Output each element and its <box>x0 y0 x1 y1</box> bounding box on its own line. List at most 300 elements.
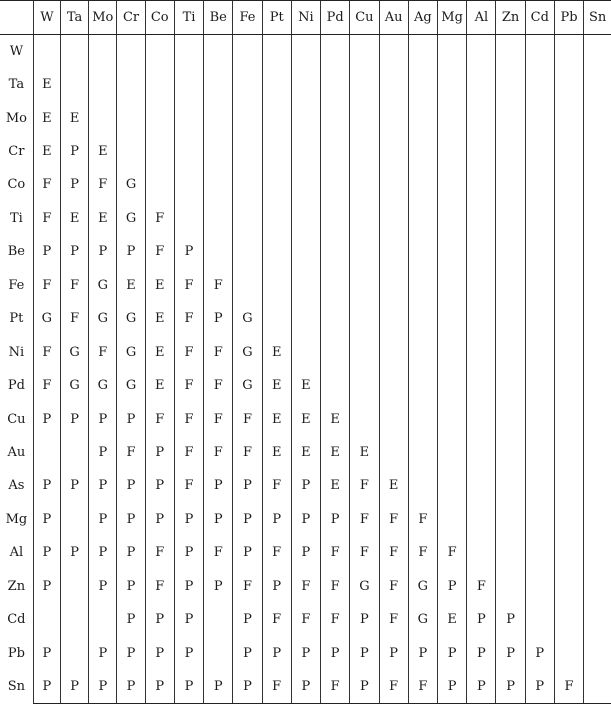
table-cell: E <box>33 101 60 134</box>
table-cell <box>60 570 88 603</box>
table-cell: F <box>204 269 233 302</box>
table-cell <box>350 168 379 201</box>
table-cell: F <box>379 570 408 603</box>
table-cell: G <box>117 302 145 335</box>
table-row <box>0 101 611 134</box>
table-cell: F <box>437 536 466 569</box>
table-cell: F <box>33 269 60 302</box>
table-row <box>0 335 611 368</box>
table-cell <box>408 369 437 402</box>
table-cell: P <box>117 536 145 569</box>
table-row <box>0 503 611 536</box>
table-cell <box>379 436 408 469</box>
table-cell: E <box>89 135 117 168</box>
table-cell: P <box>89 670 117 703</box>
column-header: Pd <box>321 1 350 35</box>
table-cell <box>145 68 174 101</box>
table-cell <box>496 570 525 603</box>
table-cell <box>525 536 554 569</box>
table-cell <box>584 101 611 134</box>
table-cell: P <box>496 603 525 636</box>
table-cell <box>437 436 466 469</box>
table-cell: P <box>60 402 88 435</box>
table-cell: G <box>233 335 262 368</box>
table-cell: F <box>291 603 320 636</box>
table-cell: F <box>89 168 117 201</box>
table-cell: F <box>204 536 233 569</box>
table-cell <box>496 302 525 335</box>
column-header: Zn <box>496 1 525 35</box>
table-cell <box>584 436 611 469</box>
table-cell: P <box>233 670 262 703</box>
table-cell <box>60 603 88 636</box>
table-cell <box>174 135 203 168</box>
table-cell <box>496 335 525 368</box>
table-cell <box>408 302 437 335</box>
table-cell: P <box>145 636 174 669</box>
table-cell <box>117 135 145 168</box>
table-cell: E <box>291 436 320 469</box>
table-cell: P <box>525 670 554 703</box>
table-cell <box>584 235 611 268</box>
column-header: Ti <box>174 1 203 35</box>
table-cell: F <box>350 503 379 536</box>
table-cell: E <box>262 335 291 368</box>
table-cell <box>584 670 611 703</box>
table-cell <box>496 369 525 402</box>
table-cell <box>496 269 525 302</box>
table-cell <box>408 101 437 134</box>
table-cell: P <box>291 536 320 569</box>
column-header: Mo <box>89 1 117 35</box>
row-header: Cd <box>7 612 26 628</box>
table-cell <box>437 202 466 235</box>
table-cell: F <box>174 469 203 502</box>
column-header: Cu <box>350 1 379 35</box>
table-cell <box>496 202 525 235</box>
table-cell: P <box>437 636 466 669</box>
table-cell <box>496 402 525 435</box>
table-cell: G <box>89 269 117 302</box>
table-cell <box>204 101 233 134</box>
table-cell: P <box>204 302 233 335</box>
table-cell <box>496 168 525 201</box>
table-cell <box>379 269 408 302</box>
table-cell <box>33 35 60 68</box>
table-cell: F <box>204 436 233 469</box>
table-cell <box>584 636 611 669</box>
table-cell <box>350 335 379 368</box>
row-header: Cr <box>8 144 25 160</box>
table-cell: P <box>174 603 203 636</box>
table-cell: F <box>467 570 496 603</box>
table-cell <box>554 402 583 435</box>
table-cell <box>584 402 611 435</box>
table-cell: P <box>89 503 117 536</box>
table-cell: P <box>33 636 60 669</box>
table-cell: G <box>233 369 262 402</box>
table-cell: F <box>145 202 174 235</box>
table-cell: F <box>145 402 174 435</box>
table-cell <box>379 35 408 68</box>
table-cell: P <box>525 636 554 669</box>
table-cell <box>233 101 262 134</box>
column-header: Ni <box>291 1 320 35</box>
column-header: Fe <box>233 1 262 35</box>
table-cell: G <box>89 302 117 335</box>
table-cell: E <box>145 269 174 302</box>
table-cell <box>408 168 437 201</box>
table-cell <box>496 101 525 134</box>
table-cell: P <box>89 469 117 502</box>
table-row <box>0 636 611 669</box>
table-cell <box>204 235 233 268</box>
table-cell <box>408 402 437 435</box>
table-cell: G <box>60 369 88 402</box>
table-cell <box>525 436 554 469</box>
table-cell <box>204 168 233 201</box>
table-cell: F <box>321 536 350 569</box>
table-cell: P <box>60 235 88 268</box>
table-cell: E <box>262 369 291 402</box>
table-cell <box>554 202 583 235</box>
table-cell: F <box>117 436 145 469</box>
table-cell <box>467 135 496 168</box>
table-cell <box>554 536 583 569</box>
table-cell <box>467 101 496 134</box>
table-cell <box>233 269 262 302</box>
table-cell <box>408 469 437 502</box>
table-cell <box>291 135 320 168</box>
table-cell <box>262 168 291 201</box>
table-cell: F <box>60 269 88 302</box>
table-cell <box>379 402 408 435</box>
table-cell <box>437 335 466 368</box>
table-cell <box>291 168 320 201</box>
row-header: W <box>9 43 24 59</box>
table-cell: P <box>204 469 233 502</box>
table-cell <box>525 402 554 435</box>
table-cell <box>60 68 88 101</box>
row-header: Mo <box>5 110 27 126</box>
table-cell: E <box>33 68 60 101</box>
table-cell: P <box>174 536 203 569</box>
table-cell: E <box>145 335 174 368</box>
table-cell: F <box>321 603 350 636</box>
table-cell <box>408 135 437 168</box>
table-cell <box>33 436 60 469</box>
table-cell <box>33 603 60 636</box>
table-cell: P <box>89 436 117 469</box>
table-cell: G <box>117 335 145 368</box>
table-cell <box>204 135 233 168</box>
table-cell: F <box>233 402 262 435</box>
table-cell: F <box>204 335 233 368</box>
table-cell <box>584 603 611 636</box>
table-cell <box>467 35 496 68</box>
table-cell: F <box>233 436 262 469</box>
table-cell <box>379 68 408 101</box>
table-cell <box>204 68 233 101</box>
table-cell: E <box>321 436 350 469</box>
table-cell: E <box>145 369 174 402</box>
table-cell <box>291 302 320 335</box>
table-cell <box>467 269 496 302</box>
table-cell: E <box>291 369 320 402</box>
table-cell: P <box>321 636 350 669</box>
table-cell: F <box>408 670 437 703</box>
table-row <box>0 670 611 703</box>
table-cell <box>554 335 583 368</box>
table-cell <box>408 35 437 68</box>
table-cell: P <box>117 603 145 636</box>
table-row <box>0 269 611 302</box>
column-header: Sn <box>584 1 611 35</box>
table-cell: F <box>89 335 117 368</box>
table-cell <box>262 101 291 134</box>
table-cell: F <box>233 570 262 603</box>
table-cell: P <box>204 503 233 536</box>
table-cell: F <box>554 670 583 703</box>
table-row <box>0 570 611 603</box>
table-cell <box>496 35 525 68</box>
table-cell <box>408 202 437 235</box>
table-cell: P <box>33 235 60 268</box>
table-cell <box>379 369 408 402</box>
table-cell: G <box>408 603 437 636</box>
table-cell <box>525 503 554 536</box>
table-cell <box>467 369 496 402</box>
table-cell <box>554 235 583 268</box>
table-cell: P <box>262 570 291 603</box>
table-cell: E <box>379 469 408 502</box>
table-cell <box>584 269 611 302</box>
table-cell <box>554 503 583 536</box>
table-cell <box>174 101 203 134</box>
table-cell: P <box>89 570 117 603</box>
table-cell: E <box>350 436 379 469</box>
table-row <box>0 235 611 268</box>
table-row <box>0 603 611 636</box>
table-cell <box>408 436 437 469</box>
row-header: Ti <box>9 210 23 226</box>
table-cell <box>525 570 554 603</box>
table-cell <box>379 335 408 368</box>
table-cell <box>291 101 320 134</box>
table-cell <box>350 35 379 68</box>
table-cell <box>525 302 554 335</box>
table-cell <box>60 503 88 536</box>
table-cell <box>525 469 554 502</box>
table-cell: P <box>33 536 60 569</box>
table-cell <box>467 469 496 502</box>
table-cell <box>584 68 611 101</box>
table-cell <box>554 369 583 402</box>
table-cell: F <box>33 335 60 368</box>
table-cell <box>467 536 496 569</box>
table-row <box>0 135 611 168</box>
table-cell <box>262 235 291 268</box>
table-cell: F <box>174 269 203 302</box>
table-cell: P <box>496 670 525 703</box>
table-cell: E <box>117 269 145 302</box>
table-cell: P <box>117 235 145 268</box>
table-cell: P <box>174 636 203 669</box>
column-header: Au <box>379 1 408 35</box>
row-header: Pb <box>7 645 25 661</box>
table-cell <box>145 101 174 134</box>
table-cell: F <box>174 402 203 435</box>
table-cell: P <box>291 469 320 502</box>
table-cell <box>437 135 466 168</box>
table-cell: P <box>145 503 174 536</box>
table-cell: F <box>408 536 437 569</box>
table-cell: P <box>321 503 350 536</box>
table-cell <box>437 302 466 335</box>
table-cell <box>321 101 350 134</box>
table-cell <box>89 101 117 134</box>
table-cell <box>408 235 437 268</box>
table-cell <box>350 202 379 235</box>
table-cell <box>89 603 117 636</box>
table-cell <box>467 402 496 435</box>
table-cell: G <box>89 369 117 402</box>
table-cell: P <box>33 670 60 703</box>
column-header: Ag <box>408 1 437 35</box>
table-cell <box>145 135 174 168</box>
table-cell <box>525 168 554 201</box>
table-cell <box>467 335 496 368</box>
table-cell <box>204 603 233 636</box>
table-cell <box>379 302 408 335</box>
table-cell <box>117 35 145 68</box>
table-cell: E <box>145 302 174 335</box>
table-cell: P <box>60 469 88 502</box>
table-cell <box>174 202 203 235</box>
table-cell: F <box>291 570 320 603</box>
table-cell <box>379 135 408 168</box>
table-cell: P <box>60 536 88 569</box>
table-cell <box>525 68 554 101</box>
table-cell: F <box>33 369 60 402</box>
table-cell <box>60 436 88 469</box>
table-cell <box>584 168 611 201</box>
table-cell: P <box>233 503 262 536</box>
table-cell <box>262 302 291 335</box>
table-cell: P <box>350 670 379 703</box>
table-cell <box>554 101 583 134</box>
column-header: Cd <box>525 1 554 35</box>
table-cell <box>437 101 466 134</box>
table-cell: F <box>321 570 350 603</box>
row-header: Sn <box>7 679 26 695</box>
table-cell: F <box>262 469 291 502</box>
table-cell <box>496 436 525 469</box>
table-cell <box>321 335 350 368</box>
table-cell: P <box>233 536 262 569</box>
table-cell: F <box>145 570 174 603</box>
table-cell <box>379 235 408 268</box>
row-header: Ta <box>8 77 25 93</box>
table-cell: P <box>60 670 88 703</box>
table-cell: P <box>117 636 145 669</box>
table-cell <box>291 269 320 302</box>
row-header: Au <box>7 444 26 460</box>
table-cell: P <box>204 570 233 603</box>
table-cell <box>437 469 466 502</box>
table-cell: P <box>89 536 117 569</box>
table-cell <box>350 135 379 168</box>
table-cell <box>350 302 379 335</box>
table-cell: E <box>60 101 88 134</box>
table-cell <box>554 302 583 335</box>
row-header: Cu <box>7 411 26 427</box>
table-cell <box>496 536 525 569</box>
table-row <box>0 469 611 502</box>
table-row <box>0 402 611 435</box>
table-cell <box>321 168 350 201</box>
table-cell <box>291 68 320 101</box>
table-cell: P <box>33 570 60 603</box>
table-cell: P <box>350 636 379 669</box>
table-row <box>0 436 611 469</box>
row-header: Mg <box>5 511 28 527</box>
table-cell <box>350 101 379 134</box>
table-cell <box>467 235 496 268</box>
table-cell: G <box>117 369 145 402</box>
table-cell: F <box>174 302 203 335</box>
table-cell: F <box>408 503 437 536</box>
table-cell: P <box>291 636 320 669</box>
table-cell <box>525 369 554 402</box>
table-row <box>0 202 611 235</box>
table-cell: P <box>204 670 233 703</box>
table-cell: P <box>467 670 496 703</box>
table-cell: P <box>60 168 88 201</box>
table-cell <box>525 202 554 235</box>
table-cell <box>117 68 145 101</box>
table-cell <box>467 202 496 235</box>
table-cell: P <box>437 570 466 603</box>
table-cell: E <box>262 402 291 435</box>
table-cell: P <box>33 503 60 536</box>
table-cell: P <box>174 670 203 703</box>
table-cell: P <box>145 670 174 703</box>
table-cell: P <box>496 636 525 669</box>
table-cell: G <box>350 570 379 603</box>
table-cell: G <box>233 302 262 335</box>
table-cell <box>437 369 466 402</box>
table-cell <box>262 135 291 168</box>
column-header: W <box>33 1 60 35</box>
table-cell <box>467 68 496 101</box>
table-cell: F <box>145 235 174 268</box>
column-header: Be <box>204 1 233 35</box>
table-cell <box>554 168 583 201</box>
table-cell <box>379 202 408 235</box>
table-cell: G <box>33 302 60 335</box>
table-cell <box>379 101 408 134</box>
table-cell: F <box>379 603 408 636</box>
table-cell <box>291 335 320 368</box>
table-cell: F <box>379 503 408 536</box>
table-cell: E <box>33 135 60 168</box>
row-header: As <box>8 478 25 494</box>
table-cell <box>204 35 233 68</box>
column-header: Pt <box>262 1 291 35</box>
table-cell <box>496 135 525 168</box>
table-cell: P <box>467 636 496 669</box>
